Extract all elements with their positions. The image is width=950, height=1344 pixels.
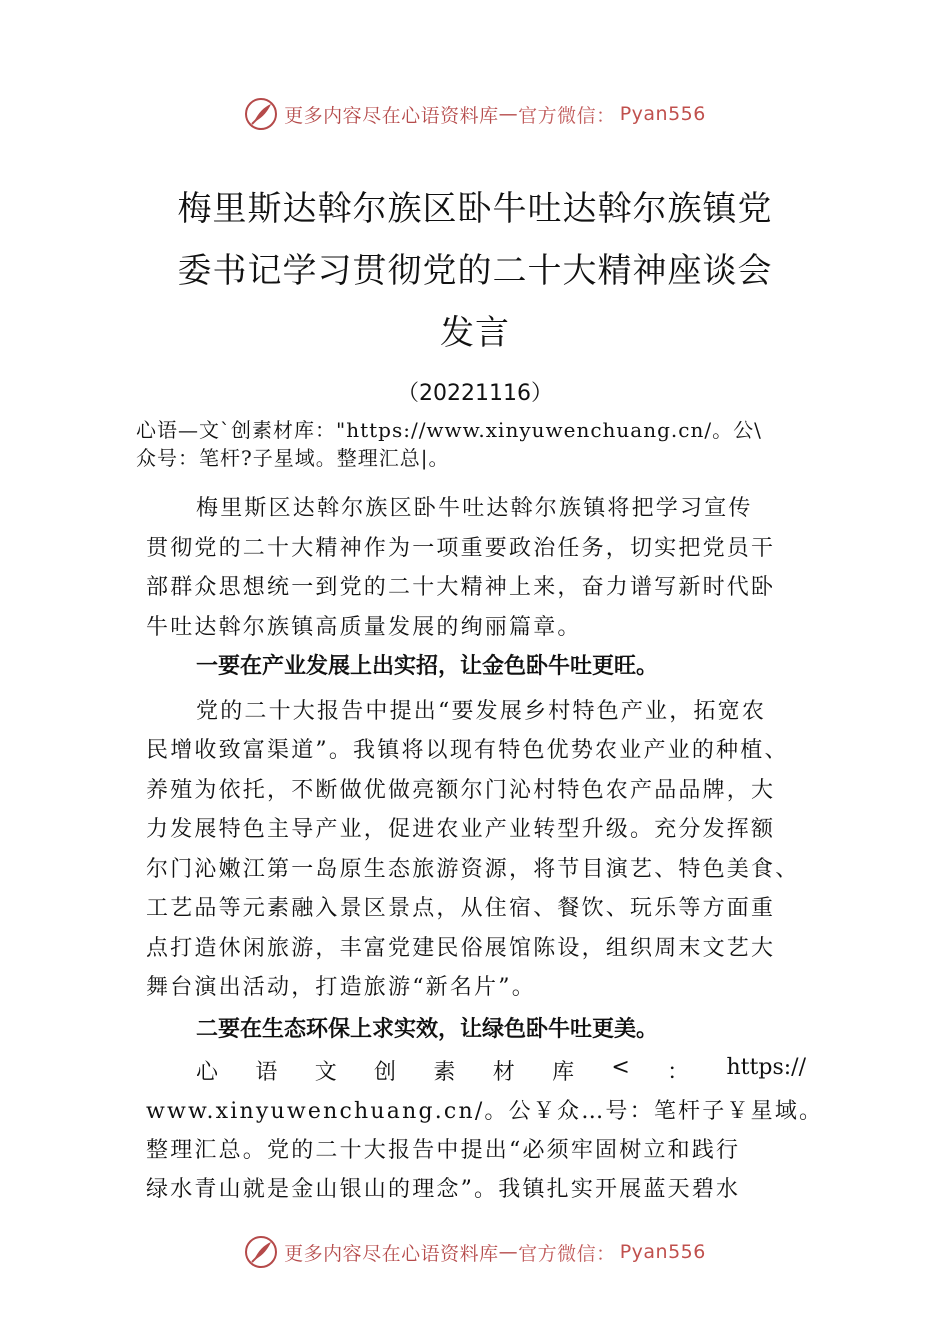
wechat-label: 官方微信：	[518, 104, 616, 127]
para1-line-5: 尔门沁嫩江第一岛原生态旅游资源，将节目演艺、特色美食、	[146, 857, 800, 882]
source-line-1: 心语—文`创素材库："https://www.xinyuwenchuang.cn/。公\	[136, 418, 762, 442]
para2-char: 材	[492, 1060, 515, 1085]
title-line-2: 委书记学习贯彻党的二十大精神座谈会	[177, 251, 773, 291]
title-line-1: 梅里斯达斡尔族区卧牛吐达斡尔族镇党	[177, 189, 773, 229]
title-line-3: 发言	[440, 313, 510, 353]
banner-separator: —	[498, 1241, 519, 1263]
para1-line-6: 工艺品等元素融入景区景点，从住宿、餐饮、玩乐等方面重	[146, 896, 776, 921]
document-date: （20221116）	[397, 381, 553, 406]
para2-char: 语	[255, 1060, 278, 1085]
para2-line-1	[196, 1055, 806, 1086]
wechat-id: Pyan556	[619, 1241, 706, 1263]
intro-line-4: 牛吐达斡尔族镇高质量发展的绚丽篇章。	[146, 615, 582, 640]
para1-line-7: 点打造休闲旅游，丰富党建民俗展馆陈设，组织周末文艺大	[146, 936, 776, 961]
para2-char: https://	[726, 1055, 806, 1080]
banner-separator: —	[498, 103, 519, 125]
para1-line-2: 民增收致富渠道”。我镇将以现有特色优势农业产业的种植、	[146, 738, 789, 763]
intro-line-3: 部群众思想统一到党的二十大精神上来，奋力谱写新时代卧	[146, 575, 776, 600]
para1-line-3: 养殖为依托，不断做优做亮额尔门沁村特色农产品品牌，大	[146, 778, 776, 803]
para2-line-4: 绿水青山就是金山银山的理念”。我镇扎实开展蓝天碧水	[146, 1177, 741, 1202]
feather-pen-logo-icon	[244, 1235, 278, 1269]
para1-line-4: 力发展特色主导产业，促进农业产业转型升级。充分发挥额	[146, 817, 776, 842]
para2-char: 素	[433, 1060, 456, 1085]
wechat-id: Pyan556	[619, 103, 706, 125]
intro-line-1: 梅里斯区达斡尔族区卧牛吐达斡尔族镇将把学习宣传	[196, 496, 753, 521]
para2-char: ：	[667, 1060, 690, 1085]
para2-line-3: 整理汇总。党的二十大报告中提出“必须牢固树立和践行	[146, 1138, 741, 1163]
para1-line-8: 舞台演出活动，打造旅游“新名片”。	[146, 975, 536, 1000]
banner-text: 更多内容尽在心语资料库	[284, 104, 499, 127]
para1-line-1: 党的二十大报告中提出“要发展乡村特色产业，拓宽农	[196, 699, 767, 724]
para2-char: 创	[374, 1060, 397, 1085]
section-heading-2: 二要在生态环保上求实效，让绿色卧牛吐更美。	[196, 1017, 659, 1042]
wechat-label: 官方微信：	[518, 1242, 616, 1265]
section-heading-1: 一要在产业发展上出实招，让金色卧牛吐更旺。	[196, 654, 659, 679]
banner-text: 更多内容尽在心语资料库	[284, 1242, 499, 1265]
intro-line-2: 贯彻党的二十大精神作为一项重要政治任务，切实把党员干	[146, 536, 776, 561]
para2-line-2: www.xinyuwenchuang.cn/。公￥众…号：笔杆子￥星域。	[146, 1099, 824, 1124]
para2-char: 心	[196, 1060, 219, 1085]
header-banner	[0, 94, 950, 134]
para2-char: <	[611, 1055, 630, 1080]
para2-char: 库	[552, 1060, 575, 1085]
feather-pen-logo-icon	[244, 97, 278, 131]
para2-char: 文	[314, 1060, 337, 1085]
source-line-2: 众号：笔杆?子星域。整理汇总|。	[136, 446, 450, 470]
footer-banner	[0, 1232, 950, 1272]
